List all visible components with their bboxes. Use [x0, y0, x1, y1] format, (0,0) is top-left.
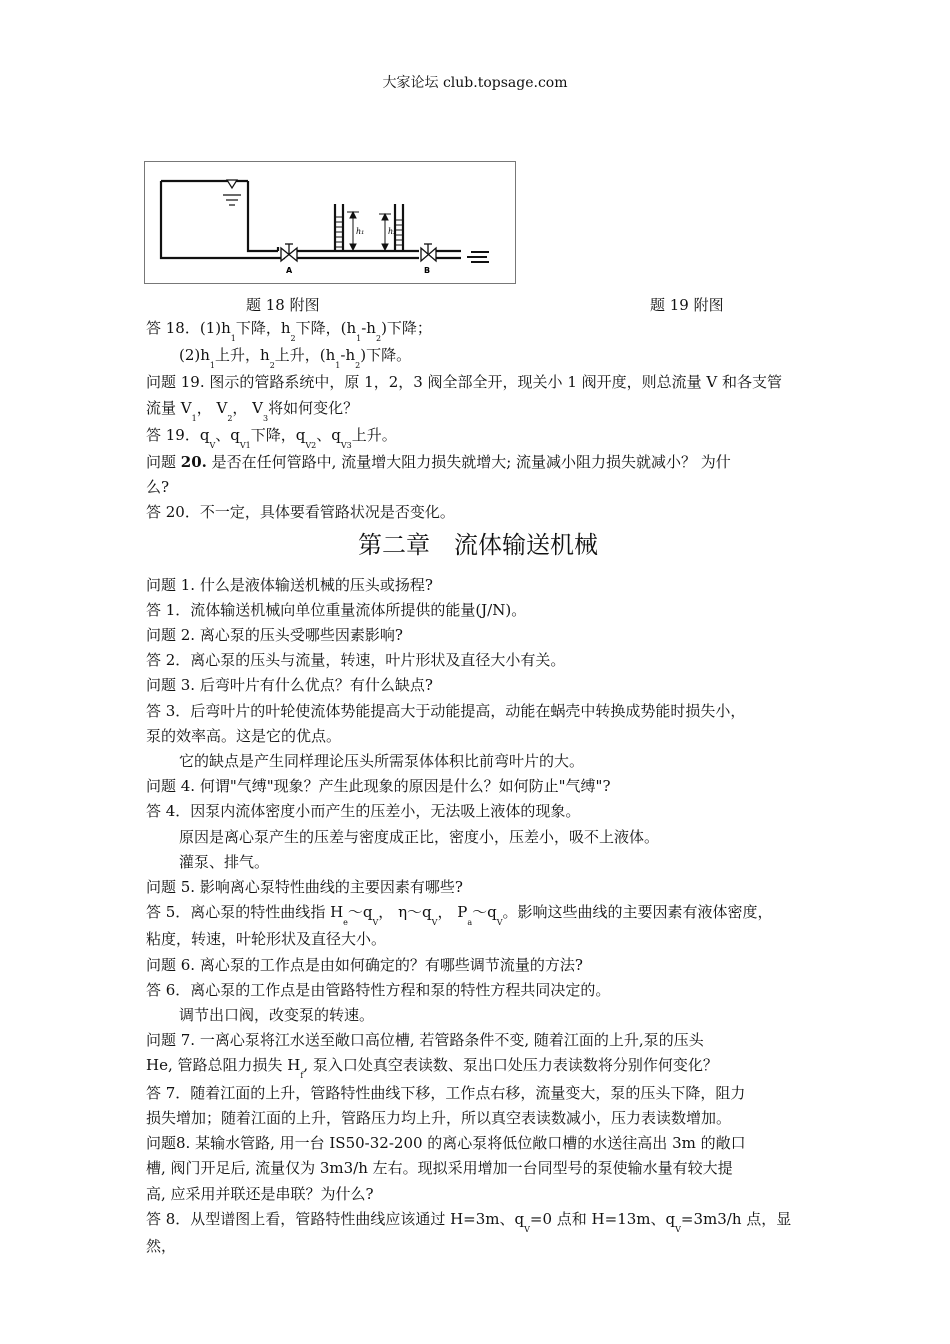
pipeline-figure — [144, 161, 516, 284]
question-3: 问题 3. 后弯叶片有什么优点？有什么缺点? — [146, 676, 433, 695]
answer-6-line2: 调节出口阀，改变泵的转速。 — [179, 1006, 375, 1025]
question-20-line2: 么? — [146, 478, 170, 497]
answer-19: 答 19．$q_V$、$q_{V1}$下降，$q_{V2}$、$q_{V3}$上升。 — [146, 425, 397, 450]
valve-a-label: A — [286, 266, 293, 275]
answer-18-line1: 答 18．$(1)h_1$下降，$h_2$下降，$(h_1-h_2)$下降； — [146, 319, 432, 343]
question-19-line2: 流量 $V_1$， $V_2$， $V_3$将如何变化？ — [146, 398, 359, 423]
answer-6-line1: 答 6．离心泵的工作点是由管路特性方程和泵的特性方程共同决定的。 — [146, 980, 611, 999]
document-body — [146, 316, 810, 1259]
tank-wall — [161, 181, 285, 258]
valve-b-label: B — [424, 266, 431, 275]
question-20-line1: 问题 20. 是否在任何管路中, 流量增大阻力损失就增大; 流量减小阻力损失就减小？ 为什 — [146, 453, 731, 472]
question-7-line1: 问题 7. 一离心泵将江水送至敞口高位槽, 若管路条件不变, 随着江面的上升,泵的压头 — [146, 1031, 704, 1050]
answer-7-line1: 答 7．随着江面的上升，管路特性曲线下移，工作点右移，流量变大，泵的压头下降，阻力 — [146, 1083, 746, 1102]
h2-label: h₂ — [388, 227, 397, 236]
question-1: 问题 1. 什么是液体输送机械的压头或扬程? — [146, 575, 433, 594]
caption-fig18: 题 18 附图 — [246, 296, 320, 314]
answer-3-line2: 泵的效率高。这是它的优点。 — [146, 726, 342, 745]
answer-20: 答 20．不一定，具体要看管路状况是否变化。 — [146, 503, 455, 522]
site-header: 大家论坛 club.topsage.com — [382, 75, 568, 91]
question-8-line1: 问题8. 某输水管路, 用一台 IS50-32-200 的离心泵将低位敞口槽的水送往高出 3m 的敞口 — [146, 1134, 746, 1153]
answer-4-line3: 灌泵、排气。 — [179, 852, 270, 871]
question-5: 问题 5. 影响离心泵特性曲线的主要因素有哪些? — [146, 878, 463, 897]
question-8-line2: 槽, 阀门开足后, 流量仅为 3m3/h 左右。现拟采用增加一台同型号的泵使输水量有较大提 — [146, 1159, 733, 1178]
answer-3-line3: 它的缺点是产生同样理论压头所需泵体体积比前弯叶片的大。 — [179, 752, 585, 771]
answer-8-line1: 答 8．从型谱图上看，管路特性曲线应该通过 H=3m、$q_V=0$ 点和 H=13m、$q_V=3m3/h$ 点，显然， — [146, 1209, 792, 1255]
pipeline-diagram-svg — [145, 162, 517, 285]
question-8-line3: 高, 应采用并联还是串联？为什么? — [146, 1184, 374, 1203]
question-6: 问题 6. 离心泵的工作点是由如何确定的？有哪些调节流量的方法? — [146, 955, 583, 974]
answer-7-line2: 损失增加；随着江面的上升，管路压力均上升，所以真空表读数减小，压力表读数增加。 — [146, 1108, 732, 1127]
answer-4-line1: 答 4．因泵内流体密度小而产生的压差小，无法吸上液体的现象。 — [146, 802, 581, 821]
answer-1: 答 1．流体输送机械向单位重量流体所提供的能量(J/N)。 — [146, 600, 527, 619]
answer-4-line2: 原因是离心泵产生的压差与密度成正比，密度小，压差小，吸不上液体。 — [179, 827, 660, 846]
chapter-title: 第二章 流体输送机械 — [358, 530, 598, 559]
question-7-line2: He, 管路总阻力损失 $H_f$, 泵入口处真空表读数、泵出口处压力表读数将分别作何变化？ — [146, 1056, 718, 1081]
answer-3-line1: 答 3．后弯叶片的叶轮使流体势能提高大于动能提高，动能在蜗壳中转换成势能时损失小， — [146, 701, 746, 720]
question-19-line1: 问题 19. 图示的管路系统中，原 1，2，3 阀全部全开，现关小 1 阀开度，则总流量 V 和各支管 — [146, 373, 783, 392]
answer-5-line1: 答 5．离心泵的特性曲线指 $H_e\sim q_V$， $\eta\sim q_V$， $P_a\sim q_V$。影响这些曲线的主要因素有液体密度， — [146, 903, 773, 928]
h1-label: h₁ — [356, 227, 365, 236]
tank-wall-right — [248, 181, 278, 251]
answer-2: 答 2．离心泵的压头与流量，转速，叶片形状及直径大小有关。 — [146, 651, 566, 670]
answer-5-line2: 粘度，转速，叶轮形状及直径大小。 — [146, 930, 387, 949]
outflow-arrows-icon — [467, 252, 489, 262]
question-2: 问题 2. 离心泵的压头受哪些因素影响? — [146, 626, 403, 645]
answer-18-line2: $(2)h_1$上升，$h_2$上升，$(h_1-h_2)$下降。 — [179, 346, 412, 371]
question-4: 问题 4. 何谓"气缚"现象？产生此现象的原因是什么？如何防止"气缚"? — [146, 777, 611, 796]
caption-fig19: 题 19 附图 — [650, 296, 724, 314]
water-level-icon — [227, 180, 237, 188]
